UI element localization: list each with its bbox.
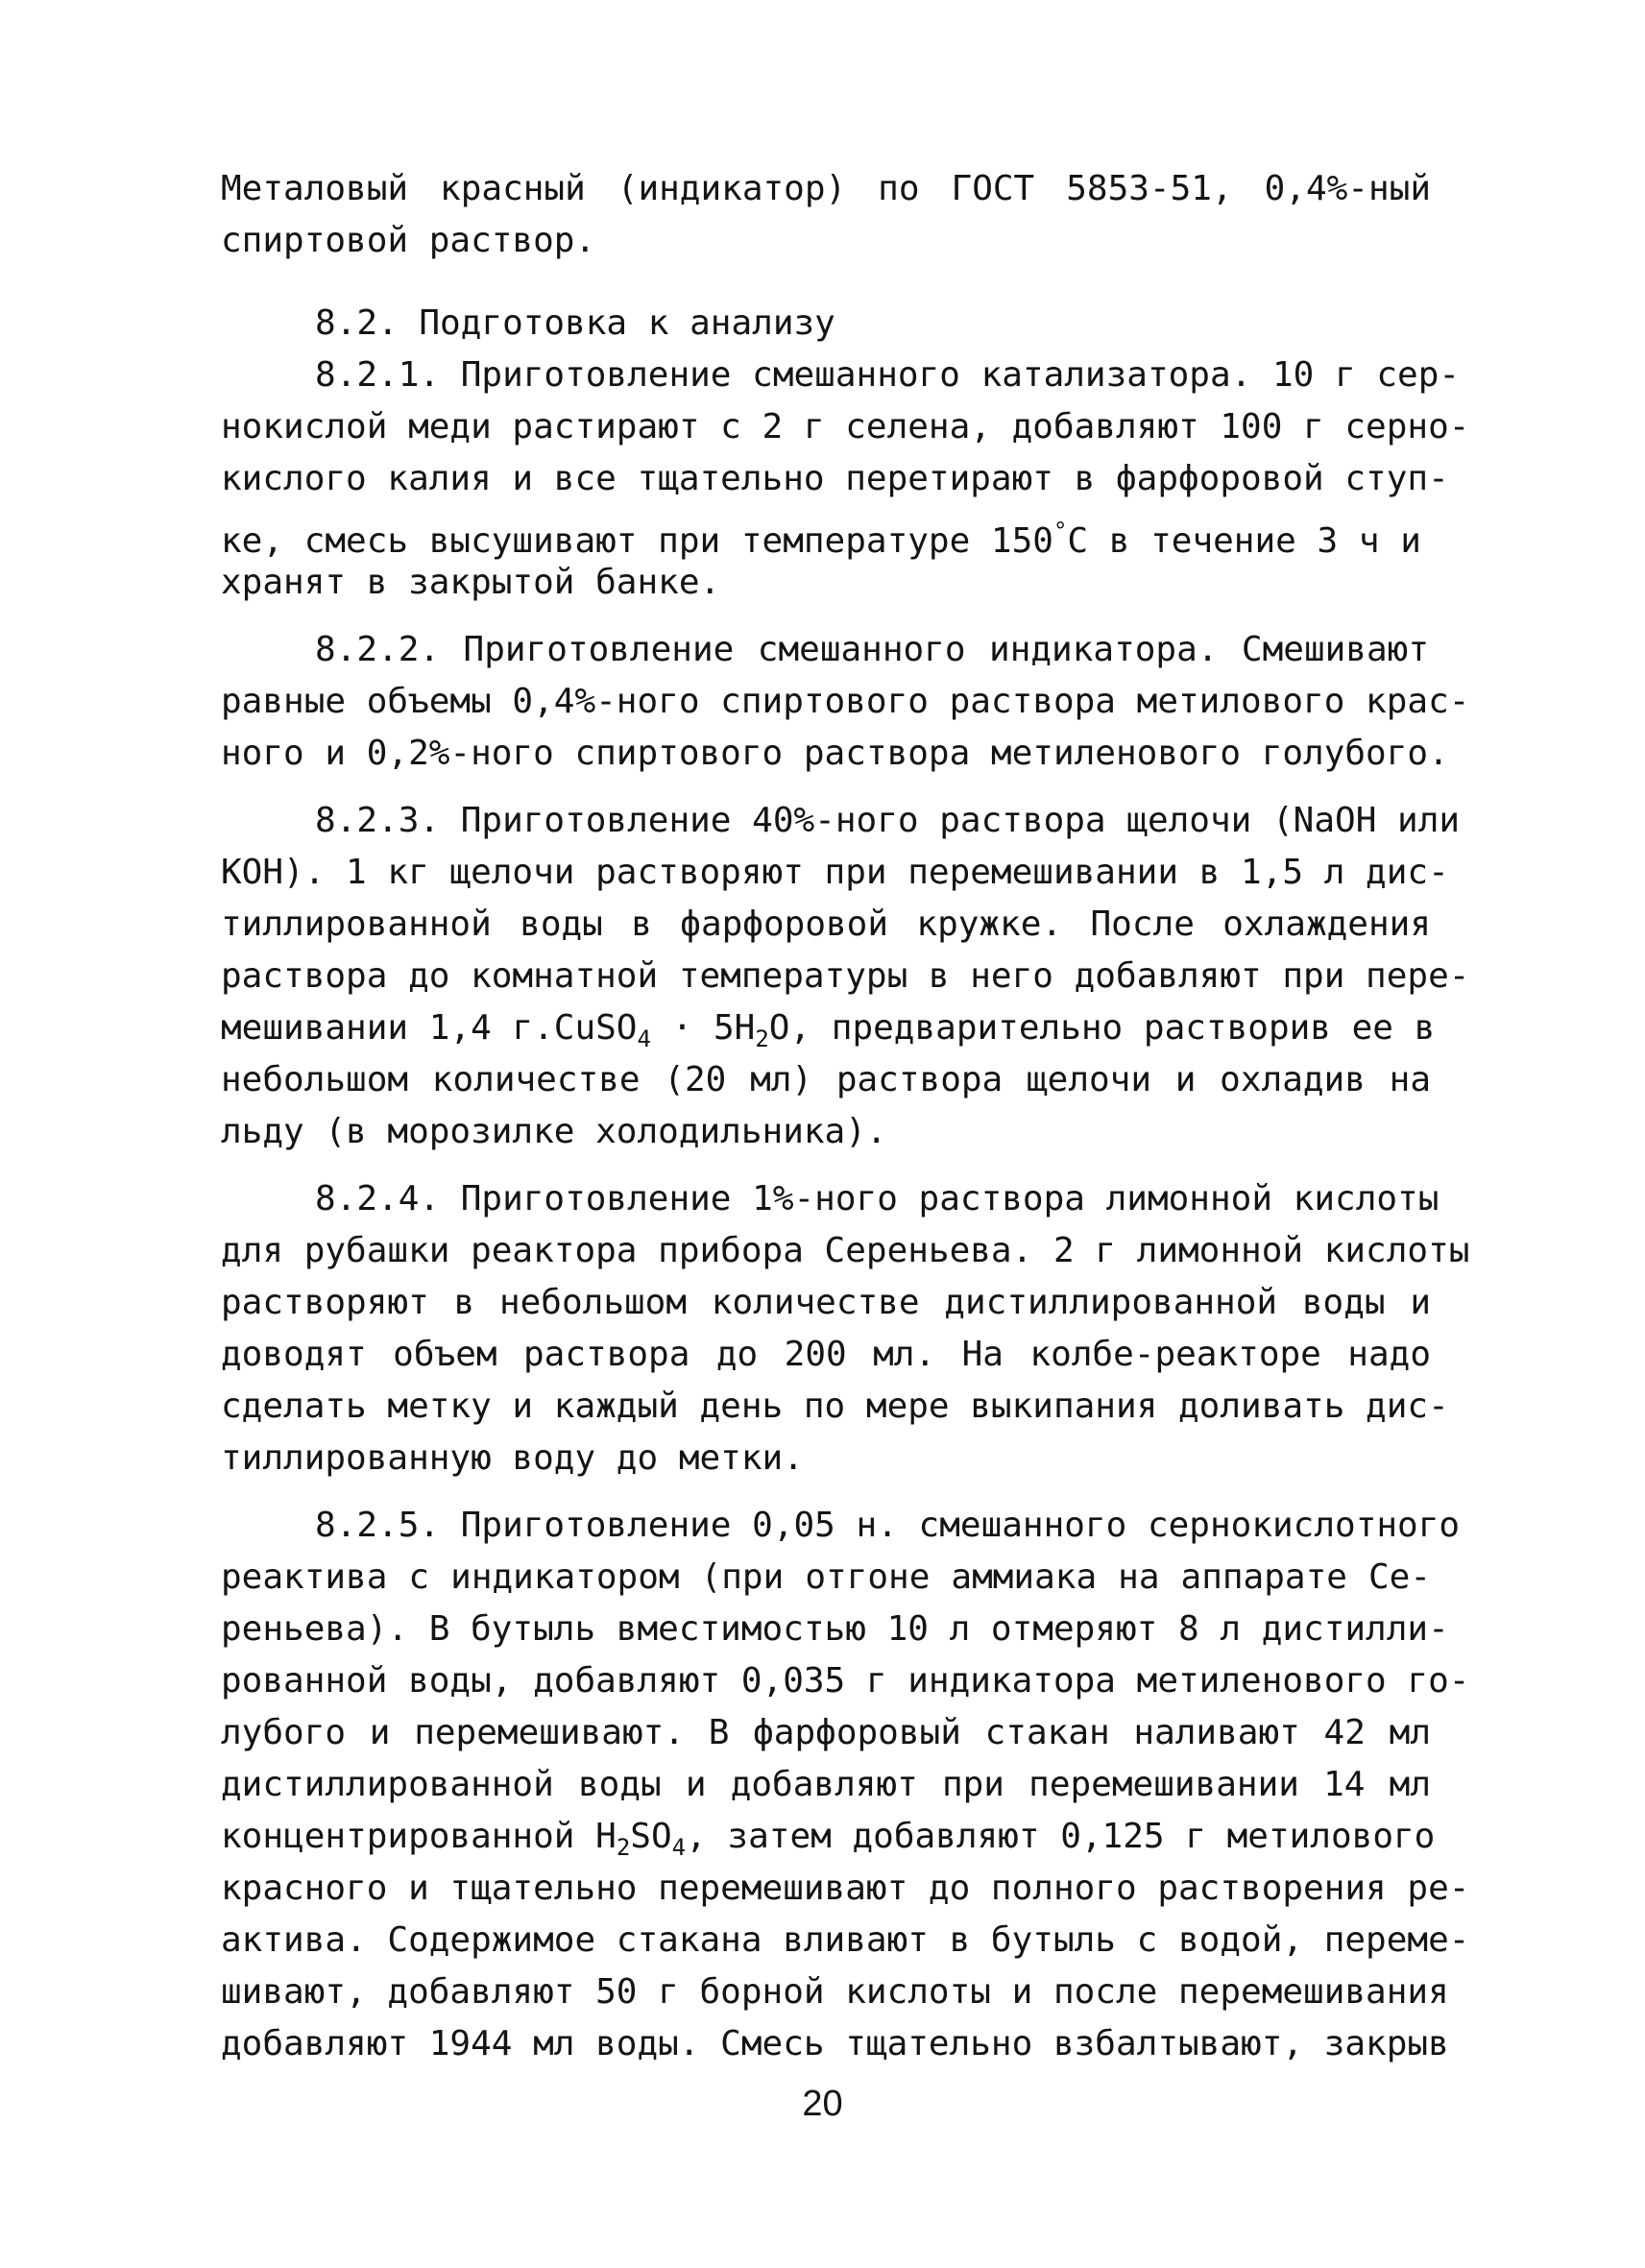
text-line: актива. Содержимое стакана вливают в бутыль с водой, переме- (221, 1920, 1470, 1960)
text-line: 8.2.4. Приготовление 1%-ного раствора лимонной кислоты (315, 1179, 1439, 1218)
text-line: лубого и перемешивают. В фарфоровый стакан наливают 42 мл (221, 1713, 1431, 1752)
text-line: 8.2.5. Приготовление 0,05 н. смешанного сернокислотного (315, 1506, 1461, 1545)
text-line: добавляют 1944 мл воды. Смесь тщательно взбалтывают, закрыв (221, 2024, 1449, 2063)
text-line: небольшом количестве (20 мл) раствора щелочи и охладив на (221, 1060, 1431, 1099)
subscript: 4 (671, 1834, 687, 1861)
text-line: ного и 0,2%-ного спиртового раствора метиленового голубого. (221, 734, 1449, 773)
text-line: сделать метку и каждый день по мере выкипания доливать дис- (221, 1387, 1449, 1426)
text-line: нокислой меди растирают с 2 г селена, добавляют 100 г серно- (221, 407, 1470, 446)
subscript: 2 (616, 1834, 631, 1861)
text-fragment: SO (630, 1817, 672, 1856)
text-line: реактива с индикатором (при отгоне аммиака на аппарате Се- (221, 1557, 1431, 1597)
superscript: ° (1052, 518, 1068, 544)
text-line: шивают, добавляют 50 г борной кислоты и после перемешивания (221, 1972, 1449, 2012)
text-fragment: , затем добавляют 0,125 г метилового (686, 1817, 1436, 1856)
subscript: 4 (637, 1025, 651, 1052)
text-line: растворяют в небольшом количестве дистиллированной воды и (221, 1283, 1431, 1322)
page-number: 20 (802, 2084, 843, 2124)
text-line: доводят объем раствора до 200 мл. На колбе-реакторе надо (221, 1335, 1431, 1374)
subscript: 2 (755, 1025, 769, 1052)
text-line: 8.2.1. Приготовление смешанного катализатора. 10 г сер- (315, 355, 1461, 395)
text-fragment: · 5H (650, 1008, 756, 1048)
text-line: тиллированную воду до метки. (221, 1438, 804, 1478)
text-line: тиллированной воды в фарфоровой кружке. После охлаждения (221, 905, 1431, 944)
text-line: льду (в морозилке холодильника). (221, 1112, 887, 1151)
text-fragment: мешивании 1,4 г.CuSO (221, 1008, 638, 1048)
text-line: Металовый красный (индикатор) по ГОСТ 5853-51, 0,4%-ный (221, 169, 1431, 208)
text-line: спиртовой раствор. (221, 221, 596, 260)
text-line: для рубашки реактора прибора Сереньева. 2 г лимонной кислоты (221, 1231, 1470, 1270)
text-line: 8.2.3. Приготовление 40%-ного раствора щелочи (NaOH или (315, 801, 1461, 840)
text-line: кислого калия и все тщательно перетирают в фарфоровой ступ- (221, 459, 1449, 498)
text-line: 8.2.2. Приготовление смешанного индикатора. Смешивают (315, 630, 1429, 669)
text-line: красного и тщательно перемешивают до полного растворения ре- (221, 1869, 1470, 1908)
text-line: реньева). В бутыль вместимостью 10 л отмеряют 8 л дистилли- (221, 1609, 1449, 1649)
text-fragment: концентрированной H (221, 1817, 617, 1856)
text-line: равные объемы 0,4%-ного спиртового раствора метилового крас- (221, 682, 1470, 721)
text-fragment: O, предварительно растворив ее в (768, 1008, 1436, 1048)
text-line: КОН). 1 кг щелочи растворяют при перемешивании в 1,5 л дис- (221, 853, 1449, 892)
text-line: дистиллированной воды и добавляют при перемешивании 14 мл (221, 1765, 1431, 1804)
text-line: рованной воды, добавляют 0,035 г индикатора метиленового го- (221, 1661, 1470, 1701)
text-line: хранят в закрытой банке. (221, 563, 721, 602)
text-fragment: С в течение 3 ч и (1067, 521, 1421, 561)
section-heading: 8.2. Подготовка к анализу (315, 303, 835, 343)
text-fragment: ке, смесь высушивают при температуре 150 (221, 521, 1053, 561)
text-line: раствора до комнатной температуры в него добавляют при пере- (221, 956, 1470, 996)
